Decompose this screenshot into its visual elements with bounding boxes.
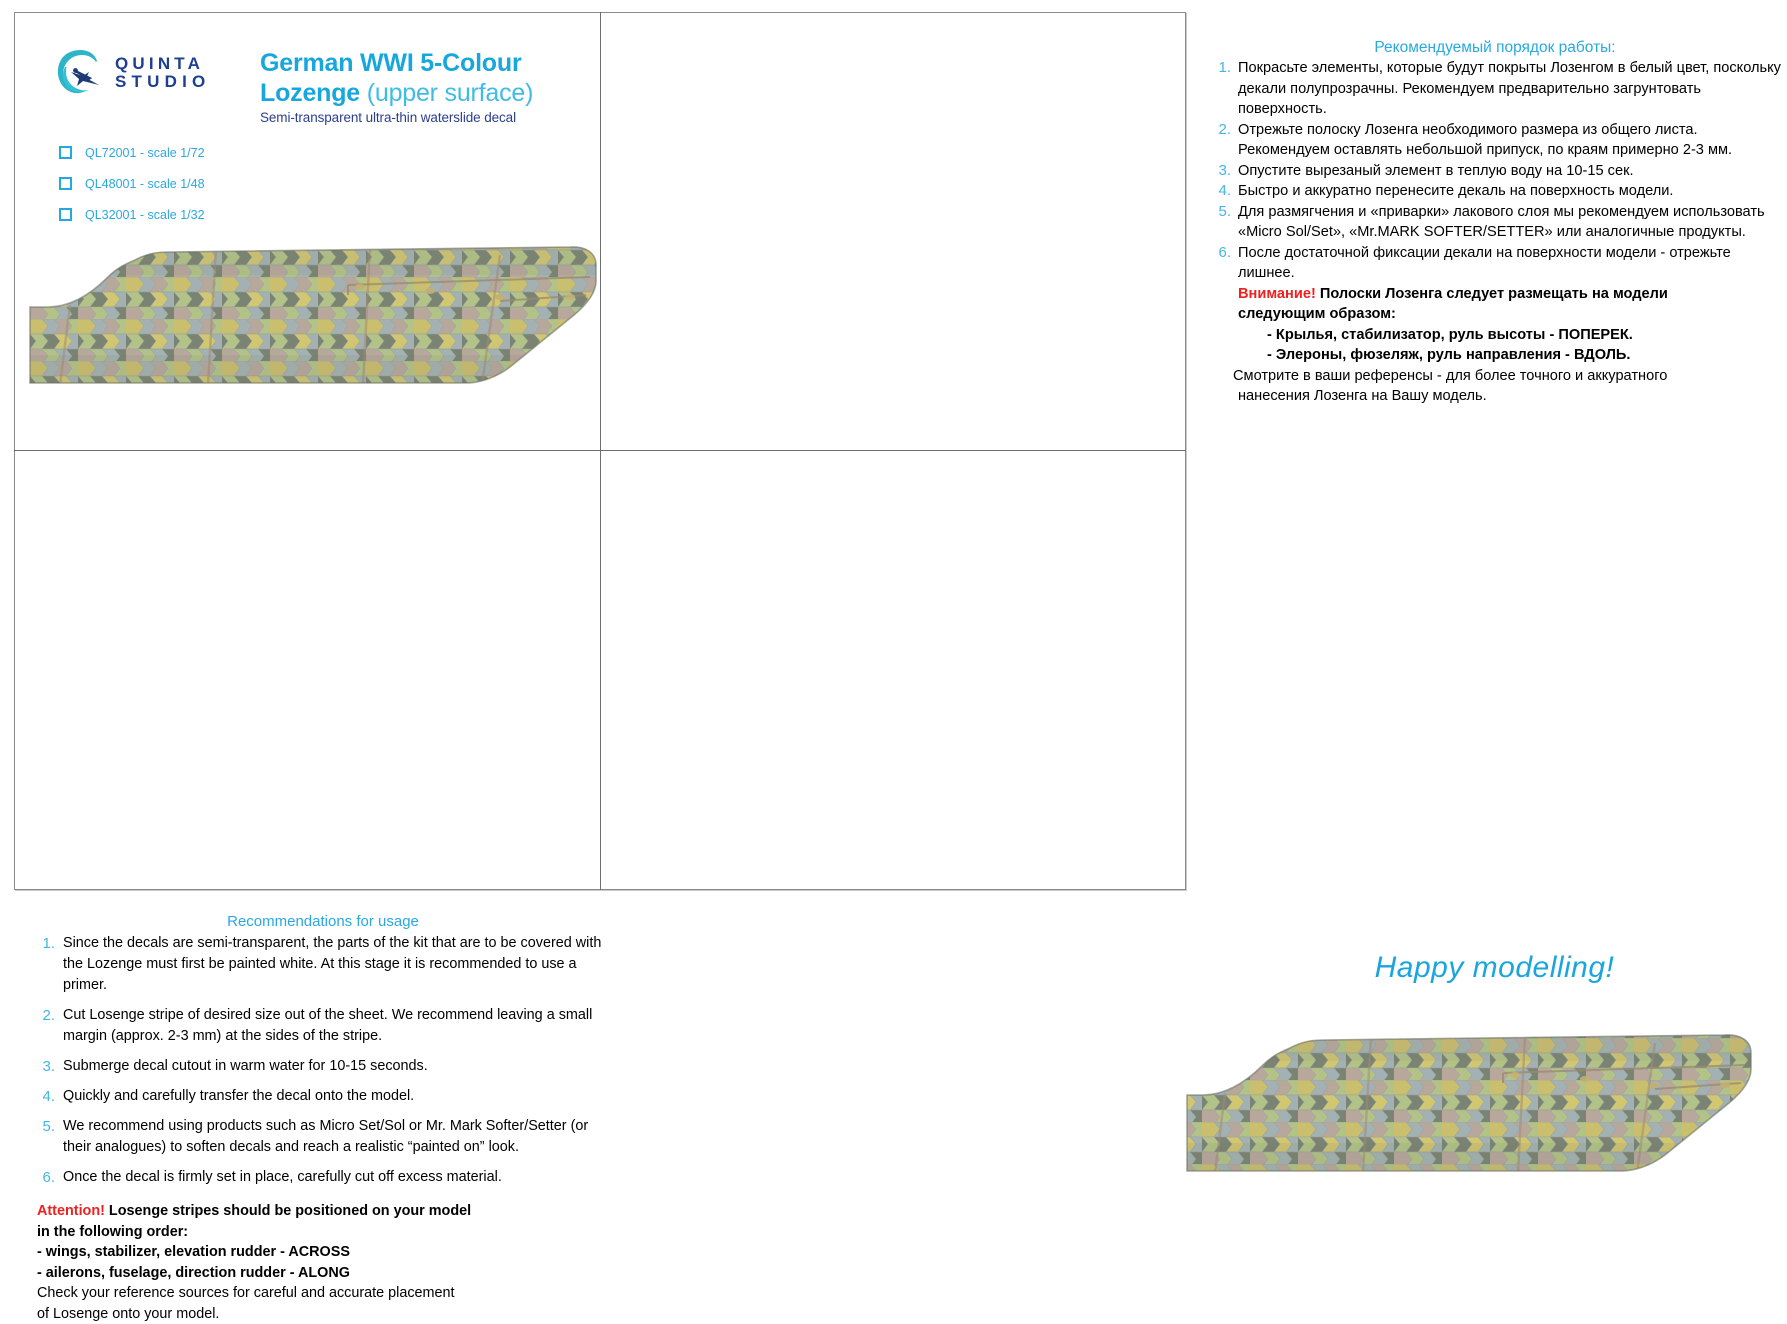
brand-name-line2: STUDIO	[115, 73, 210, 91]
step-text: Since the decals are semi-transparent, the parts of the kit that are to be covered with the Lozenge must first be painted white. At this stage it is recommended to use a primer.	[63, 933, 609, 996]
checkbox-icon[interactable]	[59, 208, 72, 221]
step-text: We recommend using products such as Micro Set/Sol or Mr. Mark Softer/Setter (or their analogues) to soften decals and reach a realistic “painted on” look.	[63, 1116, 609, 1158]
list-item	[37, 1056, 609, 1077]
english-attention-line1	[37, 1201, 609, 1222]
step-text: Once the decal is firmly set in place, carefully cut off excess material.	[63, 1167, 609, 1188]
product-title-surface: (upper surface)	[360, 79, 533, 107]
step-number: 5.	[1209, 202, 1231, 223]
lozenge-wing-photo-top	[30, 235, 615, 450]
step-number: 6.	[1209, 243, 1231, 264]
russian-tail-line1: Смотрите в ваши референсы - для более точного и аккуратного	[1209, 366, 1781, 387]
english-bullet-2: - ailerons, fuselage, direction rudder - ALONG	[37, 1263, 609, 1284]
step-number: 4.	[1209, 181, 1231, 202]
step-text: Quickly and carefully transfer the decal onto the model.	[63, 1086, 609, 1107]
product-title-block	[260, 49, 600, 125]
list-item	[1209, 243, 1781, 284]
russian-heading: Рекомендуемый порядок работы:	[1209, 39, 1781, 57]
list-item	[1209, 120, 1781, 161]
step-number: 5.	[37, 1116, 55, 1137]
step-text: Покрасьте элементы, которые будут покрыты Лозенгом в белый цвет, поскольку декали полупрозрачны. Рекомендуем предварительно загрунтовать поверхность.	[1238, 58, 1781, 120]
russian-bullet-1: - Крылья, стабилизатор, руль высоты - ПОПЕРЕК.	[1209, 325, 1781, 346]
product-title-line2	[260, 79, 600, 109]
russian-instructions-panel	[1209, 39, 1781, 407]
list-item	[37, 1116, 609, 1158]
scale-option-label: QL48001 - scale 1/48	[85, 177, 205, 191]
attention-rest: Полоски Лозенга следует размещать на модели	[1316, 286, 1668, 302]
list-item	[1209, 161, 1781, 182]
english-step-list	[37, 933, 609, 1188]
step-number: 4.	[37, 1086, 55, 1107]
step-text: Опустите вырезаный элемент в теплую воду на 10-15 сек.	[1238, 161, 1781, 182]
scale-option-48[interactable]	[59, 168, 205, 199]
closing-quadrant	[601, 451, 1186, 889]
step-number: 3.	[37, 1056, 55, 1077]
list-item	[1209, 202, 1781, 243]
english-bullet-1: - wings, stabilizer, elevation rudder - ACROSS	[37, 1242, 609, 1263]
step-number: 2.	[37, 1005, 55, 1026]
english-heading: Recommendations for usage	[37, 913, 609, 930]
step-number: 6.	[37, 1167, 55, 1188]
russian-tail-line2: нанесения Лозенга на Вашу модель.	[1209, 386, 1781, 407]
step-text: Для размягчения и «приварки» лакового слоя мы рекомендуем использовать «Micro Sol/Set», «Mr.MARK SOFTER/SETTER» или аналогичные продукты.	[1238, 202, 1781, 243]
step-number: 2.	[1209, 120, 1231, 141]
list-item	[37, 1167, 609, 1188]
russian-attention-line2: следующим образом:	[1209, 304, 1781, 325]
checkbox-icon[interactable]	[59, 177, 72, 190]
brand-logo	[53, 45, 210, 101]
scale-option-label: QL32001 - scale 1/32	[85, 208, 205, 222]
russian-attention-line1	[1209, 284, 1781, 305]
list-item	[37, 1086, 609, 1107]
english-tail-line1: Check your reference sources for careful and accurate placement	[37, 1283, 609, 1304]
russian-bullet-2: - Элероны, фюзеляж, руль направления - ВДОЛЬ.	[1209, 345, 1781, 366]
product-title-lozenge: Lozenge	[260, 79, 360, 107]
english-attention-line2: in the following order:	[37, 1222, 609, 1243]
step-text: Отрежьте полоску Лозенга необходимого размера из общего листа. Рекомендуем оставлять небольшой припуск, по краям примерно 2-3 мм.	[1238, 120, 1781, 161]
step-text: Быстро и аккуратно перенесите декаль на поверхность модели.	[1238, 181, 1781, 202]
brand-name-line1: QUINTA	[115, 55, 210, 73]
list-item	[1209, 58, 1781, 120]
step-text: После достаточной фиксации декали на поверхности модели - отрежьте лишнее.	[1238, 243, 1781, 284]
attention-rest: Losenge stripes should be positioned on your model	[105, 1203, 471, 1219]
product-title-line1: German WWI 5-Colour	[260, 49, 600, 79]
decal-instruction-sheet	[0, 0, 1200, 908]
happy-modelling-text: Happy modelling!	[1202, 951, 1787, 985]
scale-option-72[interactable]	[59, 137, 205, 168]
list-item	[37, 933, 609, 996]
attention-word: Attention!	[37, 1203, 105, 1219]
scale-option-32[interactable]	[59, 199, 205, 230]
attention-word: Внимание!	[1238, 286, 1316, 302]
english-instructions-quadrant	[15, 451, 600, 889]
lozenge-wing-photo-bottom	[1202, 996, 1787, 1221]
quinta-studio-logo-icon	[53, 45, 109, 101]
english-tail-line2: of Losenge onto your model.	[37, 1304, 609, 1324]
list-item	[37, 1005, 609, 1047]
product-header-quadrant	[15, 13, 600, 450]
checkbox-icon[interactable]	[59, 146, 72, 159]
list-item	[1209, 181, 1781, 202]
product-subtitle: Semi-transparent ultra-thin waterslide decal	[260, 110, 600, 125]
english-attention-block	[37, 1201, 609, 1324]
step-number: 1.	[1209, 58, 1231, 79]
step-text: Cut Losenge stripe of desired size out of the sheet. We recommend leaving a small margin (approx. 2-3 mm) at the sides of the stripe.	[63, 1005, 609, 1047]
russian-instructions-quadrant	[601, 13, 1186, 450]
scale-option-list	[59, 137, 205, 230]
russian-step-list	[1209, 58, 1781, 284]
scale-option-label: QL72001 - scale 1/72	[85, 146, 205, 160]
step-number: 1.	[37, 933, 55, 954]
step-text: Submerge decal cutout in warm water for 10-15 seconds.	[63, 1056, 609, 1077]
english-instructions-panel	[37, 913, 609, 1324]
step-number: 3.	[1209, 161, 1231, 182]
brand-wordmark	[115, 55, 210, 92]
